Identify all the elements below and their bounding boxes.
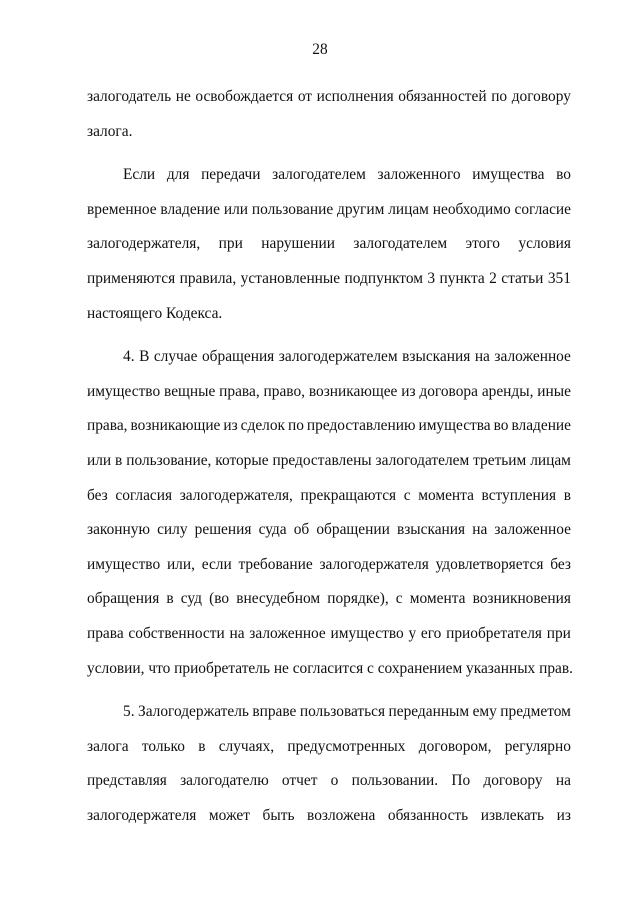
word: залогодателю	[180, 772, 269, 790]
word: с	[395, 590, 403, 608]
text-line	[87, 582, 571, 617]
word: на	[229, 624, 245, 642]
text-line	[87, 409, 571, 444]
word: вправе	[252, 703, 297, 721]
word: во	[556, 166, 571, 184]
word: договором,	[418, 737, 492, 755]
word: предоставлению	[306, 417, 416, 435]
word: права,	[219, 382, 260, 400]
word: по	[287, 417, 304, 435]
word: о	[330, 772, 339, 790]
word: решения	[194, 521, 252, 539]
word: момента	[418, 486, 474, 504]
word: правила,	[179, 269, 237, 287]
word: в	[166, 590, 174, 608]
word: владение	[511, 417, 571, 435]
word: залога	[87, 737, 129, 755]
word: или	[87, 451, 112, 469]
word: в	[563, 486, 571, 504]
word: которые	[215, 451, 269, 469]
word: 2	[489, 269, 497, 287]
word: залогодержателем	[278, 348, 398, 366]
word: права	[87, 624, 124, 642]
word: предоставлены	[272, 451, 372, 469]
word: залогодателем	[272, 166, 366, 184]
word: представляя	[87, 772, 167, 790]
word: заложенного	[377, 166, 461, 184]
word: об	[293, 521, 310, 539]
text-line	[87, 695, 571, 730]
word: лицам	[530, 451, 571, 469]
word: удовлетворяется	[435, 555, 544, 573]
word: пользовании.	[351, 772, 439, 790]
word: право,	[263, 382, 305, 400]
word: В	[139, 348, 150, 366]
word: другим	[337, 200, 385, 218]
paragraph	[87, 80, 571, 149]
word: договора	[419, 382, 478, 400]
word: отчет	[281, 772, 318, 790]
word: договору	[483, 772, 543, 790]
text-line	[87, 513, 571, 548]
word: приобретателя	[446, 624, 542, 642]
word: при	[218, 235, 243, 253]
word: обязанностей	[398, 88, 487, 105]
text-line	[87, 479, 571, 514]
page-number: 28	[312, 41, 328, 58]
text-line	[87, 444, 571, 479]
word: аренды,	[481, 382, 534, 400]
word: исполнения	[316, 88, 394, 105]
word: иные	[537, 382, 571, 400]
word: имущество	[87, 382, 161, 400]
word: порядке),	[327, 590, 389, 608]
text-line: залога.	[87, 122, 133, 140]
word: на	[472, 521, 488, 539]
word: предусмотренных	[287, 737, 406, 755]
text-line	[87, 80, 571, 115]
word: прекращаются	[300, 486, 397, 504]
word: взыскания	[396, 521, 466, 539]
word: условия	[518, 235, 571, 253]
word: из	[223, 417, 238, 435]
word: законную	[87, 521, 150, 539]
word: залогодержателя	[87, 806, 197, 824]
word: или	[223, 200, 248, 218]
word: имущества	[472, 166, 545, 184]
word: переданным	[388, 703, 470, 721]
word: имущество	[87, 555, 161, 573]
word: лицам	[388, 200, 429, 218]
word: взыскания	[402, 348, 471, 366]
word: обязанность	[387, 806, 469, 824]
word: возникающие	[130, 417, 221, 435]
word: может	[208, 806, 250, 824]
text-line	[87, 617, 571, 652]
text-line	[87, 340, 571, 375]
word: 351	[547, 269, 571, 287]
word: Залогодержатель	[137, 703, 249, 721]
word: пользование,	[126, 451, 212, 469]
word: без	[87, 486, 108, 504]
word: по	[491, 88, 508, 105]
text-line: настоящего Кодекса.	[87, 304, 223, 322]
word: вещные	[164, 382, 216, 400]
word: на	[555, 772, 571, 790]
text-line	[87, 375, 571, 410]
document-body	[87, 80, 571, 833]
word: случаях,	[218, 737, 275, 755]
word: согласия	[115, 486, 173, 504]
word: собственности	[128, 624, 225, 642]
word: возложена	[307, 806, 376, 824]
word: установленные	[240, 269, 341, 287]
word: только	[141, 737, 185, 755]
word: без	[550, 555, 571, 573]
word: пункта	[439, 269, 485, 287]
word: от	[297, 88, 313, 105]
word: пользоваться	[299, 703, 386, 721]
text-line	[87, 730, 571, 765]
word: обращении	[316, 521, 390, 539]
word: 4.	[123, 348, 135, 366]
word: с	[403, 486, 411, 504]
word: 5.	[123, 703, 135, 721]
word: (во	[209, 590, 230, 608]
word: требование	[238, 555, 313, 573]
word: имущество	[330, 624, 404, 642]
text-line	[87, 262, 571, 297]
word: залогодержателя	[319, 555, 429, 573]
word: в	[115, 451, 123, 469]
word: залогодержателя,	[87, 235, 201, 253]
word: не	[175, 88, 191, 105]
word: во	[493, 417, 509, 435]
word: у	[408, 624, 417, 642]
word: суда	[258, 521, 287, 539]
word: при	[546, 624, 571, 642]
word: залогодержателя,	[179, 486, 293, 504]
word: момента	[409, 590, 466, 608]
word: силу	[157, 521, 188, 539]
word: из	[556, 806, 571, 824]
word: имущества	[418, 417, 491, 435]
word: извлекать	[480, 806, 545, 824]
word: согласие	[514, 200, 571, 218]
word: применяются	[87, 269, 176, 287]
word: пользование	[251, 200, 334, 218]
word: временное	[87, 200, 157, 218]
word: права,	[87, 417, 128, 435]
word: ему	[472, 703, 497, 721]
word: подпунктом	[344, 269, 423, 287]
word: быть	[262, 806, 295, 824]
word: залогодателем	[353, 235, 448, 253]
paragraph	[87, 158, 571, 331]
word: возникновения	[472, 590, 571, 608]
word: вступления	[481, 486, 557, 504]
word: из	[401, 382, 416, 400]
text-line	[87, 227, 571, 262]
word: в	[198, 737, 206, 755]
word: 3	[427, 269, 436, 287]
word: его	[420, 624, 442, 642]
word: третьим	[473, 451, 527, 469]
word: возникающее	[308, 382, 398, 400]
word: По	[451, 772, 471, 790]
word: случае	[153, 348, 198, 366]
word: регулярно	[504, 737, 571, 755]
text-line	[87, 799, 571, 834]
paragraph	[87, 695, 571, 833]
word: залогодателем	[375, 451, 470, 469]
text-line: условии, что приобретатель не согласится с сохранением указанных прав.	[87, 659, 573, 677]
text-line	[87, 548, 571, 583]
word: внесудебном	[236, 590, 321, 608]
text-line	[87, 764, 571, 799]
word: если	[201, 555, 232, 573]
word: или,	[166, 555, 195, 573]
text-line	[87, 158, 571, 193]
word: предметом	[500, 703, 571, 721]
word: заложенное	[494, 348, 571, 366]
word: суд	[180, 590, 202, 608]
word: обращения	[201, 348, 275, 366]
text-line	[87, 193, 571, 228]
word: освобождается	[195, 88, 294, 105]
word: на	[474, 348, 490, 366]
word: заложенное	[249, 624, 326, 642]
paragraph	[87, 340, 571, 686]
word: залогодатель	[87, 88, 172, 105]
word: заложенное	[494, 521, 571, 539]
word: договору	[511, 88, 571, 105]
word: сделок	[240, 417, 286, 435]
word: нарушении	[261, 235, 335, 253]
word: необходимо	[432, 200, 511, 218]
word: передачи	[201, 166, 261, 184]
word: этого	[465, 235, 500, 253]
word: Если	[123, 166, 156, 184]
word: статьи	[501, 269, 544, 287]
word: обращения	[87, 590, 160, 608]
word: владение	[160, 200, 220, 218]
word: для	[166, 166, 190, 184]
